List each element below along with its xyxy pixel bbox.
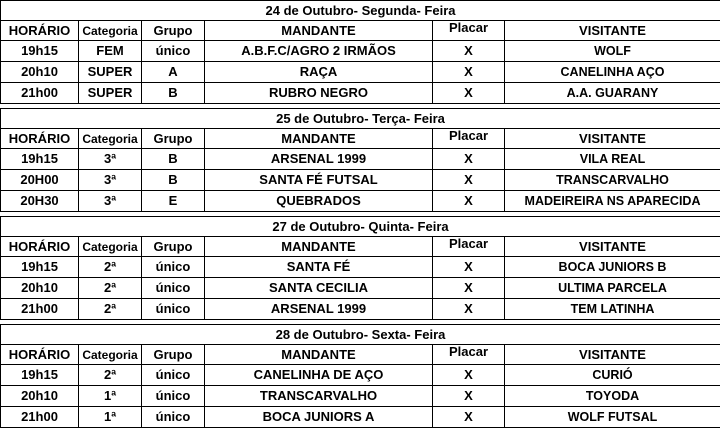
home-team: RAÇA xyxy=(205,62,433,83)
game-group: único xyxy=(142,365,205,386)
away-team: WOLF FUTSAL xyxy=(505,407,720,428)
day-title: 25 de Outubro- Terça- Feira xyxy=(1,109,720,129)
header-time: HORÁRIO xyxy=(1,345,79,365)
day-title-row xyxy=(1,1,720,21)
header-score: Placar xyxy=(433,129,505,149)
header-away: VISITANTE xyxy=(505,237,720,257)
header-category: Categoria xyxy=(79,237,142,257)
away-team: CURIÓ xyxy=(505,365,720,386)
column-header-row xyxy=(1,237,720,257)
score-placeholder: X xyxy=(433,257,505,278)
header-category: Categoria xyxy=(79,21,142,41)
column-header-row xyxy=(1,345,720,365)
header-group: Grupo xyxy=(142,129,205,149)
header-score: Placar xyxy=(433,21,505,41)
score-placeholder: X xyxy=(433,278,505,299)
score-placeholder: X xyxy=(433,62,505,83)
table-row xyxy=(1,386,720,407)
game-category: 3ª xyxy=(79,149,142,170)
day-title-row xyxy=(1,109,720,129)
game-group: único xyxy=(142,278,205,299)
day-title-row xyxy=(1,217,720,237)
day-title: 27 de Outubro- Quinta- Feira xyxy=(1,217,720,237)
game-category: SUPER xyxy=(79,83,142,104)
header-time: HORÁRIO xyxy=(1,237,79,257)
game-category: 2ª xyxy=(79,278,142,299)
home-team: A.B.F.C/AGRO 2 IRMÃOS xyxy=(205,41,433,62)
game-group: único xyxy=(142,299,205,320)
table-row xyxy=(1,41,720,62)
score-placeholder: X xyxy=(433,299,505,320)
day-title: 28 de Outubro- Sexta- Feira xyxy=(1,325,720,345)
game-category: FEM xyxy=(79,41,142,62)
game-group: B xyxy=(142,170,205,191)
game-group: B xyxy=(142,149,205,170)
header-away: VISITANTE xyxy=(505,21,720,41)
day-title-row xyxy=(1,325,720,345)
home-team: BOCA JUNIORS A xyxy=(205,407,433,428)
header-away: VISITANTE xyxy=(505,129,720,149)
away-team: BOCA JUNIORS B xyxy=(505,257,720,278)
game-time: 19h15 xyxy=(1,41,79,62)
game-time: 19h15 xyxy=(1,257,79,278)
game-category: 2ª xyxy=(79,257,142,278)
header-group: Grupo xyxy=(142,21,205,41)
header-group: Grupo xyxy=(142,237,205,257)
home-team: TRANSCARVALHO xyxy=(205,386,433,407)
header-home: MANDANTE xyxy=(205,129,433,149)
game-category: 3ª xyxy=(79,170,142,191)
game-group: único xyxy=(142,386,205,407)
away-team: MADEIREIRA NS APARECIDA xyxy=(505,191,720,212)
header-home: MANDANTE xyxy=(205,21,433,41)
score-placeholder: X xyxy=(433,41,505,62)
header-category: Categoria xyxy=(79,129,142,149)
home-team: RUBRO NEGRO xyxy=(205,83,433,104)
table-row xyxy=(1,365,720,386)
game-category: 3ª xyxy=(79,191,142,212)
header-time: HORÁRIO xyxy=(1,21,79,41)
game-time: 20h10 xyxy=(1,278,79,299)
game-time: 20h10 xyxy=(1,62,79,83)
score-placeholder: X xyxy=(433,386,505,407)
header-score: Placar xyxy=(433,345,505,365)
game-time: 21h00 xyxy=(1,83,79,104)
home-team: SANTA CECILIA xyxy=(205,278,433,299)
home-team: CANELINHA DE AÇO xyxy=(205,365,433,386)
away-team: CANELINHA AÇO xyxy=(505,62,720,83)
score-placeholder: X xyxy=(433,191,505,212)
game-group: único xyxy=(142,407,205,428)
game-time: 19h15 xyxy=(1,365,79,386)
header-home: MANDANTE xyxy=(205,237,433,257)
game-category: 2ª xyxy=(79,299,142,320)
away-team: WOLF xyxy=(505,41,720,62)
game-time: 19h15 xyxy=(1,149,79,170)
day-title: 24 de Outubro- Segunda- Feira xyxy=(1,1,720,21)
column-header-row xyxy=(1,129,720,149)
table-row xyxy=(1,170,720,191)
header-home: MANDANTE xyxy=(205,345,433,365)
table-row xyxy=(1,257,720,278)
header-category: Categoria xyxy=(79,345,142,365)
game-category: 1ª xyxy=(79,407,142,428)
game-time: 20H30 xyxy=(1,191,79,212)
game-time: 20H00 xyxy=(1,170,79,191)
game-group: E xyxy=(142,191,205,212)
header-score: Placar xyxy=(433,237,505,257)
game-time: 21h00 xyxy=(1,299,79,320)
table-row xyxy=(1,278,720,299)
game-category: 1ª xyxy=(79,386,142,407)
game-group: único xyxy=(142,257,205,278)
header-away: VISITANTE xyxy=(505,345,720,365)
away-team: ULTIMA PARCELA xyxy=(505,278,720,299)
score-placeholder: X xyxy=(433,365,505,386)
away-team: TOYODA xyxy=(505,386,720,407)
home-team: ARSENAL 1999 xyxy=(205,299,433,320)
table-row xyxy=(1,191,720,212)
away-team: TRANSCARVALHO xyxy=(505,170,720,191)
table-row xyxy=(1,299,720,320)
score-placeholder: X xyxy=(433,170,505,191)
header-time: HORÁRIO xyxy=(1,129,79,149)
schedule-body xyxy=(1,1,720,428)
game-category: SUPER xyxy=(79,62,142,83)
home-team: QUEBRADOS xyxy=(205,191,433,212)
table-row xyxy=(1,83,720,104)
away-team: A.A. GUARANY xyxy=(505,83,720,104)
score-placeholder: X xyxy=(433,149,505,170)
game-group: A xyxy=(142,62,205,83)
table-row xyxy=(1,149,720,170)
away-team: VILA REAL xyxy=(505,149,720,170)
home-team: ARSENAL 1999 xyxy=(205,149,433,170)
score-placeholder: X xyxy=(433,407,505,428)
table-row xyxy=(1,62,720,83)
away-team: TEM LATINHA xyxy=(505,299,720,320)
table-row xyxy=(1,407,720,428)
game-group: único xyxy=(142,41,205,62)
score-placeholder: X xyxy=(433,83,505,104)
column-header-row xyxy=(1,21,720,41)
header-group: Grupo xyxy=(142,345,205,365)
home-team: SANTA FÉ xyxy=(205,257,433,278)
game-time: 20h10 xyxy=(1,386,79,407)
game-time: 21h00 xyxy=(1,407,79,428)
game-group: B xyxy=(142,83,205,104)
game-category: 2ª xyxy=(79,365,142,386)
home-team: SANTA FÉ FUTSAL xyxy=(205,170,433,191)
